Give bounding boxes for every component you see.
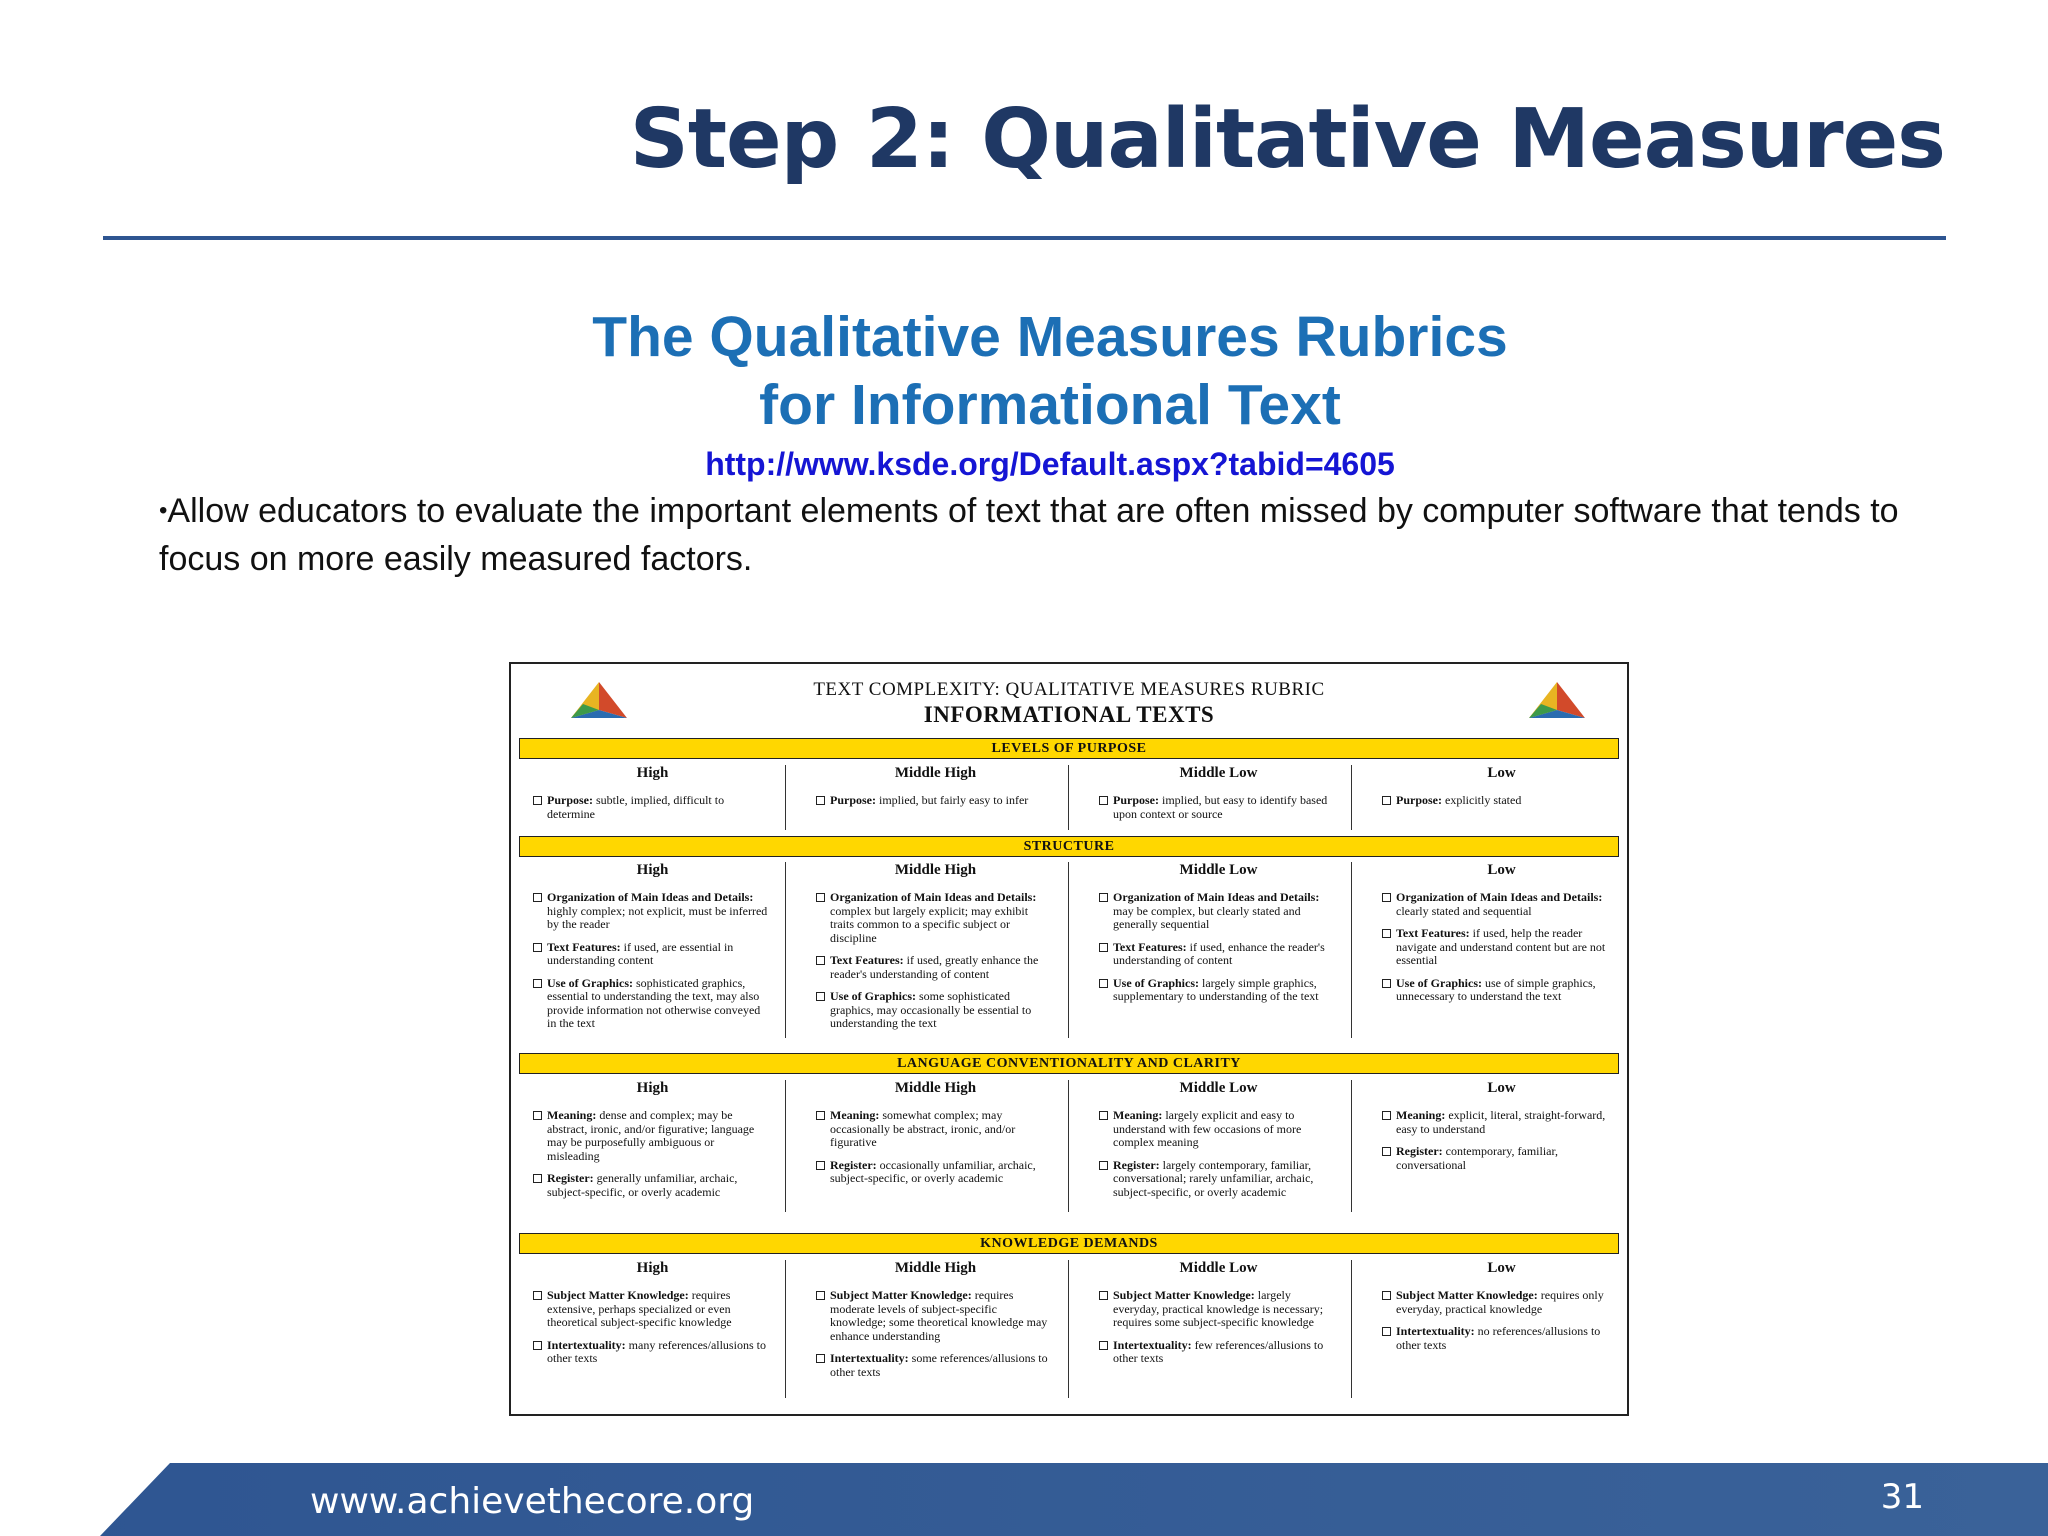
criterion-text: largely contemporary, familiar, conversational; rarely unfamiliar, archaic, subject-specific, or overly academic [1113,1157,1314,1199]
rubric-cell [1382,794,1618,817]
criterion-label: Use of Graphics: [1396,975,1482,990]
rubric-column-header: High [636,1080,669,1096]
rubric-column-divider [1068,862,1069,1038]
rubric-column-header: High [636,1260,669,1276]
rubric-column-divider [1068,1080,1069,1212]
rubric-column-header: Middle Low [1179,765,1258,781]
rubric-image [509,662,1629,1416]
criterion-text: if used, help the reader navigate and understand content but are not essential [1396,926,1606,967]
rubric-section-band: LEVELS OF PURPOSE [519,738,1619,759]
rubric-criterion [533,794,769,821]
criterion-text: requires only everyday, practical knowledge [1396,1288,1604,1316]
rubric-criterion [533,1109,769,1163]
criterion-label: Subject Matter Knowledge: [1113,1288,1255,1302]
checkbox-icon [533,1341,542,1350]
criterion-text: largely everyday, practical knowledge is necessary; requires some subject-specific knowledge [1113,1288,1324,1329]
criterion-text: requires moderate levels of subject-specific knowledge; some theoretical knowledge may enhance understanding [830,1288,1048,1343]
rubric-cell [816,891,1052,1040]
criterion-text: use of simple graphics, unnecessary to understand the text [1396,975,1596,1003]
bullet-text: Allow educators to evaluate the important elements of text that are often missed by computer software that tends to focus on more easily measured factors. [159,492,1899,578]
criterion-label: Intertextuality: [830,1351,909,1365]
rubric-column-header: High [636,765,669,781]
criterion-label: Meaning: [547,1108,597,1122]
resource-link[interactable]: http://www.ksde.org/Default.aspx?tabid=4605 [705,446,1395,482]
rubric-column-header: Middle Low [1179,862,1258,878]
checkbox-icon [816,893,825,902]
rubric-criterion [816,794,1052,808]
rubric-criterion [1099,1289,1335,1330]
criterion-text: some sophisticated graphics, may occasionally be essential to understanding the text [830,989,1032,1030]
criterion-text: implied, but easy to identify based upon context or source [1113,793,1328,821]
criterion-text: subtle, implied, difficult to determine [547,793,725,821]
checkbox-icon [816,956,825,965]
rubric-cell [816,794,1052,817]
criterion-text: if used, greatly enhance the reader's understanding of content [830,953,1039,981]
criterion-label: Intertextuality: [1113,1337,1192,1352]
rubric-column-header: Low [1487,862,1516,878]
rubric-column-divider [785,765,786,830]
rubric-criterion [1382,1325,1618,1352]
rubric-criterion [816,891,1052,945]
checkbox-icon [816,1291,825,1300]
checkbox-icon [816,796,825,805]
rubric-cell [533,1289,769,1375]
rubric-criterion [1099,1339,1335,1366]
rubric-criterion [533,1172,769,1199]
checkbox-icon [533,893,542,902]
title-divider [103,236,1946,240]
rubric-section-band: KNOWLEDGE DEMANDS [519,1233,1619,1254]
criterion-text: highly complex; not explicit, must be inferred by the reader [547,903,768,931]
subtitle-line-2: for Informational Text [759,373,1341,437]
rubric-cell [1099,891,1335,1013]
footer-url[interactable]: www.achievethecore.org [310,1481,755,1522]
rubric-column-header: Middle High [894,765,977,781]
footer [0,1463,2048,1536]
rubric-criterion [1382,1109,1618,1136]
rubric-column-header: Middle High [894,1080,977,1096]
rubric-cell [816,1289,1052,1388]
criterion-label: Meaning: [1113,1108,1163,1122]
criterion-text: largely simple graphics, supplementary to understanding of the text [1113,975,1319,1003]
checkbox-icon [816,1354,825,1363]
rubric-cell [1099,794,1335,830]
checkbox-icon [533,1174,542,1183]
criterion-label: Register: [1113,1157,1160,1172]
rubric-criterion [1382,927,1618,968]
criterion-text: implied, but fairly easy to infer [876,793,1029,807]
criterion-text: contemporary, familiar, conversational [1396,1144,1558,1172]
checkbox-icon [1099,943,1108,952]
criterion-text: few references/allusions to other texts [1113,1337,1324,1365]
criterion-label: Meaning: [1396,1108,1446,1122]
rubric-cell [1382,1109,1618,1181]
criterion-text: occasionally unfamiliar, archaic, subject-specific, or overly academic [830,1157,1036,1185]
criterion-label: Subject Matter Knowledge: [547,1288,689,1302]
criterion-text: may be complex, but clearly stated and generally sequential [1113,903,1301,931]
criterion-label: Text Features: [830,953,904,967]
criterion-label: Text Features: [1113,939,1187,954]
criterion-label: Organization of Main Ideas and Details: [830,890,1037,904]
rubric-criterion [1099,977,1335,1004]
rubric-subtitle: INFORMATIONAL TEXTS [923,702,1215,727]
checkbox-icon [1382,1111,1391,1120]
criterion-text: sophisticated graphics, essential to understanding the text, may also provide information not otherwise conveyed in the text [547,975,761,1030]
criterion-label: Subject Matter Knowledge: [830,1288,972,1302]
rubric-criterion [1382,977,1618,1004]
rubric-column-header: High [636,862,669,878]
checkbox-icon [1382,1327,1391,1336]
rubric-cell [533,794,769,830]
footer-bar [0,1463,2048,1536]
rubric-column-divider [785,1260,786,1398]
criterion-text: requires extensive, perhaps specialized or even theoretical subject-specific knowledge [547,1288,732,1329]
criterion-text: largely explicit and easy to understand with few occasions of more complex meaning [1113,1108,1302,1149]
criterion-text: somewhat complex; may occasionally be abstract, ironic, and/or figurative [830,1108,1016,1149]
rubric-column-divider [1068,765,1069,830]
criterion-label: Use of Graphics: [830,989,916,1003]
criterion-label: Organization of Main Ideas and Details: [547,890,754,904]
checkbox-icon [1382,796,1391,805]
criterion-label: Purpose: [1113,793,1159,807]
criterion-label: Purpose: [1396,793,1442,807]
criterion-label: Intertextuality: [547,1337,626,1352]
rubric-column-divider [785,862,786,1038]
rubric-cell [533,891,769,1040]
bullet-symbol: • [159,497,168,524]
criterion-label: Intertextuality: [1396,1324,1475,1338]
rubric-column-header: Middle High [894,862,977,878]
bullet-point [159,487,1959,583]
criterion-text: generally unfamiliar, archaic, subject-specific, or overly academic [547,1171,738,1199]
checkbox-icon [533,943,542,952]
checkbox-icon [1382,1291,1391,1300]
checkbox-icon [1382,979,1391,988]
criterion-label: Meaning: [830,1108,880,1122]
checkbox-icon [1099,1341,1108,1350]
rubric-criterion [1382,794,1618,808]
rubric-column-divider [1351,862,1352,1038]
criterion-label: Text Features: [547,939,621,954]
checkbox-icon [1099,1161,1108,1170]
criterion-label: Purpose: [830,793,876,807]
checkbox-icon [1382,1147,1391,1156]
rubric-section-band: STRUCTURE [519,836,1619,857]
checkbox-icon [1099,1111,1108,1120]
checkbox-icon [816,1161,825,1170]
checkbox-icon [533,1111,542,1120]
criterion-label: Use of Graphics: [1113,975,1199,990]
rubric-criterion [533,1289,769,1330]
checkbox-icon [1382,929,1391,938]
rubric-criterion [533,891,769,932]
subtitle-line-1: The Qualitative Measures Rubrics [592,305,1508,369]
criterion-text: if used, are essential in understanding content [547,939,734,967]
criterion-label: Text Features: [1396,926,1470,940]
checkbox-icon [1382,893,1391,902]
checkbox-icon [1099,893,1108,902]
rubric-title: TEXT COMPLEXITY: QUALITATIVE MEASURES RUBRIC [813,679,1325,700]
criterion-label: Register: [830,1157,877,1172]
rubric-criterion [1099,1109,1335,1150]
rubric-cell [1099,1109,1335,1208]
rubric-criterion [533,977,769,1031]
criterion-text: clearly stated and sequential [1396,903,1532,918]
criterion-text: explicitly stated [1442,793,1522,807]
rubric-cell [1382,891,1618,1013]
rubric-criterion [1099,941,1335,968]
criterion-text: if used, enhance the reader's understanding of content [1113,939,1325,967]
rubric-cell [816,1109,1052,1195]
slide-title: Step 2: Qualitative Measures [629,92,1945,187]
criterion-text: dense and complex; may be abstract, ironic, and/or figurative; language may be purposefully ambiguous or misleading [547,1108,755,1163]
checkbox-icon [816,992,825,1001]
rubric-criterion [1099,891,1335,932]
rubric-cell [533,1109,769,1208]
criterion-label: Organization of Main Ideas and Details: [1396,890,1603,904]
rubric-column-header: Middle High [894,1260,977,1276]
rubric-criterion [1099,1159,1335,1200]
criterion-text: explicit, literal, straight-forward, easy to understand [1396,1108,1606,1136]
rubric-section-band: LANGUAGE CONVENTIONALITY AND CLARITY [519,1053,1619,1074]
rubric-cell [1382,1289,1618,1361]
criterion-label: Use of Graphics: [547,975,633,990]
rubric-column-header: Middle Low [1179,1260,1258,1276]
rubric-criterion [816,1289,1052,1343]
rubric-column-header: Low [1487,1080,1516,1096]
criterion-text: many references/allusions to other texts [547,1337,766,1365]
checkbox-icon [533,1291,542,1300]
rubric-criterion [816,1109,1052,1150]
rubric-criterion [1382,1289,1618,1316]
rubric-criterion [1099,794,1335,821]
rubric-criterion [533,941,769,968]
criterion-label: Organization of Main Ideas and Details: [1113,890,1320,904]
criterion-text: some references/allusions to other texts [830,1351,1048,1379]
rubric-column-header: Low [1487,765,1516,781]
checkbox-icon [816,1111,825,1120]
criterion-label: Subject Matter Knowledge: [1396,1288,1538,1302]
criterion-text: no references/allusions to other texts [1396,1324,1601,1352]
checkbox-icon [533,796,542,805]
rubric-criterion [816,990,1052,1031]
rubric-column-divider [1351,765,1352,830]
checkbox-icon [533,979,542,988]
criterion-label: Purpose: [547,793,593,807]
rubric-column-divider [1068,1260,1069,1398]
rubric-cell [1099,1289,1335,1375]
criterion-label: Register: [547,1171,594,1185]
rubric-criterion [533,1339,769,1366]
rubric-column-header: Low [1487,1260,1516,1276]
checkbox-icon [1099,1291,1108,1300]
criterion-text: complex but largely explicit; may exhibit traits common to a specific subject or discipline [830,903,1029,945]
rubric-criterion [1382,1145,1618,1172]
page-number: 31 [1880,1477,1924,1517]
rubric-criterion [816,1352,1052,1379]
rubric-column-divider [785,1080,786,1212]
rubric-criterion [1382,891,1618,918]
rubric-criterion [816,954,1052,981]
rubric-column-header: Middle Low [1179,1080,1258,1096]
checkbox-icon [1099,796,1108,805]
rubric-criterion [816,1159,1052,1186]
criterion-label: Register: [1396,1144,1443,1158]
rubric-column-divider [1351,1080,1352,1212]
rubric-column-divider [1351,1260,1352,1398]
checkbox-icon [1099,979,1108,988]
